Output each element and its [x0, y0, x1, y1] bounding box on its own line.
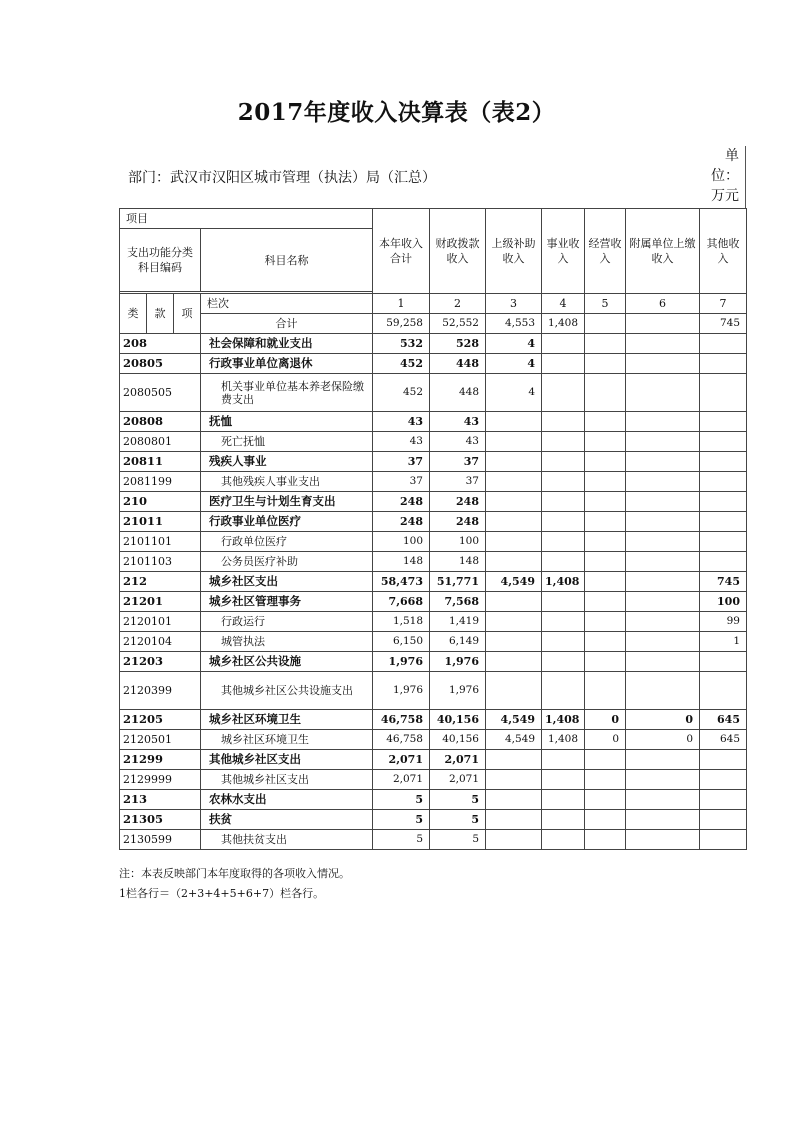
row-val-3 [486, 512, 542, 532]
row-val-1: 5 [373, 790, 430, 810]
row-val-1: 248 [373, 512, 430, 532]
row-val-7 [700, 810, 747, 830]
row-val-2: 5 [430, 830, 486, 850]
row-name: 残疾人事业 [201, 452, 373, 472]
row-val-3: 4,549 [486, 572, 542, 592]
row-val-2: 100 [430, 532, 486, 552]
row-val-4 [542, 412, 585, 432]
row-val-4 [542, 612, 585, 632]
row-val-3 [486, 790, 542, 810]
header-col-4: 事业收入 [542, 209, 585, 294]
row-name: 城乡社区支出 [201, 572, 373, 592]
row-val-2: 5 [430, 790, 486, 810]
row-val-6 [626, 432, 700, 452]
total-label: 合计 [201, 314, 373, 334]
row-val-6 [626, 652, 700, 672]
table-row [120, 472, 747, 492]
row-val-3 [486, 592, 542, 612]
row-val-5 [585, 492, 626, 512]
row-val-1: 452 [373, 354, 430, 374]
total-val-1: 59,258 [373, 314, 430, 334]
row-code: 212 [120, 572, 201, 592]
row-val-7 [700, 354, 747, 374]
row-name: 社会保障和就业支出 [201, 334, 373, 354]
header-col-3: 上级补助收入 [486, 209, 542, 294]
table-row [120, 612, 747, 632]
row-val-5: 0 [585, 730, 626, 750]
row-code: 210 [120, 492, 201, 512]
row-val-1: 37 [373, 472, 430, 492]
row-val-6 [626, 512, 700, 532]
row-val-2: 1,419 [430, 612, 486, 632]
row-val-7 [700, 552, 747, 572]
row-val-7: 99 [700, 612, 747, 632]
row-name: 医疗卫生与计划生育支出 [201, 492, 373, 512]
row-val-5 [585, 452, 626, 472]
row-val-7 [700, 432, 747, 452]
row-name: 抚恤 [201, 412, 373, 432]
colnum-7: 7 [700, 294, 747, 314]
row-val-6 [626, 632, 700, 652]
row-val-2: 7,568 [430, 592, 486, 612]
row-val-2: 248 [430, 492, 486, 512]
note-1: 注：本表反映部门本年度取得的各项收入情况。 [119, 867, 350, 880]
row-val-5 [585, 374, 626, 412]
colnum-4: 4 [542, 294, 585, 314]
row-val-1: 6,150 [373, 632, 430, 652]
table-row [120, 652, 747, 672]
row-name: 城管执法 [201, 632, 373, 652]
total-val-2: 52,552 [430, 314, 486, 334]
row-val-7 [700, 452, 747, 472]
page-title: 2017年度收入决算表（表2） [237, 99, 556, 126]
header-col-6: 附属单位上缴收入 [626, 209, 700, 294]
row-val-7 [700, 672, 747, 710]
header-col-2: 财政拨款收入 [430, 209, 486, 294]
row-val-6 [626, 412, 700, 432]
row-val-6 [626, 532, 700, 552]
row-val-4 [542, 652, 585, 672]
row-val-2: 40,156 [430, 730, 486, 750]
row-val-7 [700, 512, 747, 532]
row-val-7: 745 [700, 572, 747, 592]
row-val-4 [542, 512, 585, 532]
row-code: 20811 [120, 452, 201, 472]
row-val-5 [585, 472, 626, 492]
row-val-5 [585, 830, 626, 850]
row-val-3 [486, 750, 542, 770]
row-val-2: 43 [430, 432, 486, 452]
table-row [120, 532, 747, 552]
row-val-1: 1,518 [373, 612, 430, 632]
row-code: 2081199 [120, 472, 201, 492]
row-val-4 [542, 770, 585, 790]
row-code: 2101103 [120, 552, 201, 572]
row-val-3 [486, 612, 542, 632]
row-name: 农林水支出 [201, 790, 373, 810]
row-val-3 [486, 452, 542, 472]
unit-line-2: 位： [711, 168, 739, 184]
colnum-2: 2 [430, 294, 486, 314]
row-val-3 [486, 412, 542, 432]
row-val-1: 37 [373, 452, 430, 472]
total-val-4: 1,408 [542, 314, 585, 334]
row-val-4 [542, 374, 585, 412]
row-val-1: 2,071 [373, 750, 430, 770]
row-val-6 [626, 592, 700, 612]
row-val-1: 7,668 [373, 592, 430, 612]
row-name: 城乡社区环境卫生 [201, 710, 373, 730]
row-val-6: 0 [626, 730, 700, 750]
row-code: 2101101 [120, 532, 201, 552]
colnum-5: 5 [585, 294, 626, 314]
row-val-4 [542, 790, 585, 810]
row-code: 20808 [120, 412, 201, 432]
row-name: 其他城乡社区支出 [201, 750, 373, 770]
row-val-6 [626, 750, 700, 770]
income-table [119, 208, 747, 850]
header-col-5: 经营收入 [585, 209, 626, 294]
table-notes [119, 864, 350, 904]
row-val-6 [626, 790, 700, 810]
row-val-5 [585, 770, 626, 790]
row-val-4 [542, 334, 585, 354]
row-val-1: 100 [373, 532, 430, 552]
row-val-7 [700, 374, 747, 412]
table-row [120, 730, 747, 750]
row-code: 2130599 [120, 830, 201, 850]
row-val-2: 148 [430, 552, 486, 572]
row-val-4 [542, 472, 585, 492]
row-val-6 [626, 374, 700, 412]
row-val-2: 37 [430, 472, 486, 492]
row-val-6 [626, 334, 700, 354]
row-val-7 [700, 334, 747, 354]
row-code: 2120104 [120, 632, 201, 652]
row-val-7 [700, 412, 747, 432]
row-val-3 [486, 472, 542, 492]
row-val-7 [700, 652, 747, 672]
unit-line-1: 单 [725, 148, 739, 164]
row-val-7: 645 [700, 730, 747, 750]
row-val-6 [626, 810, 700, 830]
row-val-5: 0 [585, 710, 626, 730]
table-row [120, 492, 747, 512]
row-val-7 [700, 830, 747, 850]
row-val-3 [486, 652, 542, 672]
table-row [120, 592, 747, 612]
total-row [120, 314, 747, 334]
row-val-7 [700, 492, 747, 512]
row-code: 2120399 [120, 672, 201, 710]
row-val-5 [585, 652, 626, 672]
table-row [120, 512, 747, 532]
colnum-6: 6 [626, 294, 700, 314]
row-val-1: 1,976 [373, 652, 430, 672]
row-val-3 [486, 810, 542, 830]
row-val-3 [486, 552, 542, 572]
total-val-7: 745 [700, 314, 747, 334]
table-row [120, 750, 747, 770]
row-val-4 [542, 532, 585, 552]
row-val-6 [626, 770, 700, 790]
row-val-2: 528 [430, 334, 486, 354]
row-val-5 [585, 552, 626, 572]
row-val-3 [486, 632, 542, 652]
row-val-5 [585, 592, 626, 612]
row-val-5 [585, 432, 626, 452]
row-val-5 [585, 632, 626, 652]
row-val-7 [700, 790, 747, 810]
row-val-2: 51,771 [430, 572, 486, 592]
table-row [120, 710, 747, 730]
header-kuan: 款 [147, 294, 174, 334]
row-name: 行政运行 [201, 612, 373, 632]
row-val-2: 37 [430, 452, 486, 472]
total-val-3: 4,553 [486, 314, 542, 334]
total-val-6 [626, 314, 700, 334]
row-val-6: 0 [626, 710, 700, 730]
row-val-1: 148 [373, 552, 430, 572]
row-code: 21201 [120, 592, 201, 612]
table-row [120, 830, 747, 850]
header-code: 支出功能分类科目编码 [120, 229, 201, 292]
department-label: 部门：武汉市汉阳区城市管理（执法）局（汇总） [128, 170, 436, 186]
row-val-3: 4 [486, 374, 542, 412]
row-name: 扶贫 [201, 810, 373, 830]
row-name: 死亡抚恤 [201, 432, 373, 452]
row-val-4 [542, 452, 585, 472]
row-val-5 [585, 572, 626, 592]
table-row [120, 412, 747, 432]
row-name: 城乡社区环境卫生 [201, 730, 373, 750]
row-val-4 [542, 750, 585, 770]
row-val-7: 1 [700, 632, 747, 652]
table-row [120, 790, 747, 810]
row-val-1: 1,976 [373, 672, 430, 710]
row-val-2: 2,071 [430, 750, 486, 770]
row-code: 213 [120, 790, 201, 810]
row-val-4 [542, 432, 585, 452]
row-name: 机关事业单位基本养老保险缴费支出 [201, 374, 373, 412]
table-row [120, 572, 747, 592]
row-val-5 [585, 612, 626, 632]
row-val-1: 58,473 [373, 572, 430, 592]
row-val-4 [542, 810, 585, 830]
row-val-4 [542, 672, 585, 710]
unit-line-3: 万元 [711, 188, 739, 204]
row-code: 2080505 [120, 374, 201, 412]
row-code: 2129999 [120, 770, 201, 790]
row-code: 208 [120, 334, 201, 354]
row-val-5 [585, 512, 626, 532]
row-val-2: 1,976 [430, 672, 486, 710]
row-val-2: 2,071 [430, 770, 486, 790]
row-val-3 [486, 830, 542, 850]
row-val-1: 532 [373, 334, 430, 354]
header-col-1: 本年收入合计 [373, 209, 430, 294]
row-val-5 [585, 810, 626, 830]
row-val-1: 43 [373, 412, 430, 432]
row-name: 行政单位医疗 [201, 532, 373, 552]
header-xiang: 项 [174, 294, 201, 334]
header-col-7: 其他收入 [700, 209, 747, 294]
table-row [120, 810, 747, 830]
row-val-2: 5 [430, 810, 486, 830]
row-val-6 [626, 354, 700, 374]
row-val-6 [626, 572, 700, 592]
row-val-1: 43 [373, 432, 430, 452]
header-name: 科目名称 [201, 229, 373, 292]
table-row [120, 770, 747, 790]
row-val-2: 40,156 [430, 710, 486, 730]
row-val-1: 5 [373, 810, 430, 830]
row-val-7: 100 [700, 592, 747, 612]
row-name: 城乡社区公共设施 [201, 652, 373, 672]
row-val-5 [585, 672, 626, 710]
row-val-3: 4,549 [486, 730, 542, 750]
colnum-1: 1 [373, 294, 430, 314]
row-val-5 [585, 532, 626, 552]
row-val-5 [585, 354, 626, 374]
row-code: 2120501 [120, 730, 201, 750]
row-val-4 [542, 632, 585, 652]
row-val-2: 448 [430, 374, 486, 412]
row-val-5 [585, 750, 626, 770]
row-val-5 [585, 412, 626, 432]
row-val-1: 5 [373, 830, 430, 850]
colnum-3: 3 [486, 294, 542, 314]
row-code: 21299 [120, 750, 201, 770]
row-name: 其他扶贫支出 [201, 830, 373, 850]
total-val-5 [585, 314, 626, 334]
row-code: 2120101 [120, 612, 201, 632]
row-val-1: 46,758 [373, 730, 430, 750]
row-val-3: 4 [486, 354, 542, 374]
row-val-4: 1,408 [542, 572, 585, 592]
table-row [120, 552, 747, 572]
row-val-1: 452 [373, 374, 430, 412]
row-val-6 [626, 452, 700, 472]
row-code: 21011 [120, 512, 201, 532]
note-2: 1栏各行＝（2+3+4+5+6+7）栏各行。 [119, 887, 325, 900]
row-val-2: 6,149 [430, 632, 486, 652]
row-name: 其他城乡社区支出 [201, 770, 373, 790]
table-row [120, 672, 747, 710]
header-lei: 类 [120, 294, 147, 334]
row-code: 21205 [120, 710, 201, 730]
row-val-4 [542, 830, 585, 850]
row-name: 公务员医疗补助 [201, 552, 373, 572]
unit-label [700, 146, 746, 208]
table-row [120, 334, 747, 354]
row-val-2: 448 [430, 354, 486, 374]
table-row [120, 632, 747, 652]
row-name: 行政事业单位医疗 [201, 512, 373, 532]
row-val-4 [542, 492, 585, 512]
row-val-3: 4,549 [486, 710, 542, 730]
row-code: 2080801 [120, 432, 201, 452]
row-val-7 [700, 770, 747, 790]
table-row [120, 374, 747, 412]
row-val-1: 248 [373, 492, 430, 512]
row-val-1: 46,758 [373, 710, 430, 730]
row-val-3 [486, 770, 542, 790]
row-val-3 [486, 492, 542, 512]
row-val-3 [486, 432, 542, 452]
table-row [120, 354, 747, 374]
row-code: 21203 [120, 652, 201, 672]
row-val-5 [585, 334, 626, 354]
row-val-3: 4 [486, 334, 542, 354]
row-name: 行政事业单位离退休 [201, 354, 373, 374]
row-name: 其他残疾人事业支出 [201, 472, 373, 492]
table-row [120, 432, 747, 452]
row-val-2: 248 [430, 512, 486, 532]
row-val-7: 645 [700, 710, 747, 730]
row-code: 21305 [120, 810, 201, 830]
table-row [120, 452, 747, 472]
row-val-4: 1,408 [542, 730, 585, 750]
row-val-4 [542, 552, 585, 572]
row-val-6 [626, 552, 700, 572]
header-project: 项目 [120, 209, 373, 229]
row-val-7 [700, 532, 747, 552]
row-val-6 [626, 830, 700, 850]
row-val-6 [626, 672, 700, 710]
row-val-3 [486, 672, 542, 710]
row-val-3 [486, 532, 542, 552]
row-val-1: 2,071 [373, 770, 430, 790]
row-val-7 [700, 750, 747, 770]
row-name: 城乡社区管理事务 [201, 592, 373, 612]
row-code: 20805 [120, 354, 201, 374]
row-val-6 [626, 492, 700, 512]
row-val-2: 1,976 [430, 652, 486, 672]
row-val-4 [542, 354, 585, 374]
header-lanci: 栏次 [201, 294, 373, 314]
row-val-2: 43 [430, 412, 486, 432]
row-val-7 [700, 472, 747, 492]
row-val-5 [585, 790, 626, 810]
row-val-4: 1,408 [542, 710, 585, 730]
row-name: 其他城乡社区公共设施支出 [201, 672, 373, 710]
row-val-6 [626, 472, 700, 492]
row-val-4 [542, 592, 585, 612]
row-val-6 [626, 612, 700, 632]
